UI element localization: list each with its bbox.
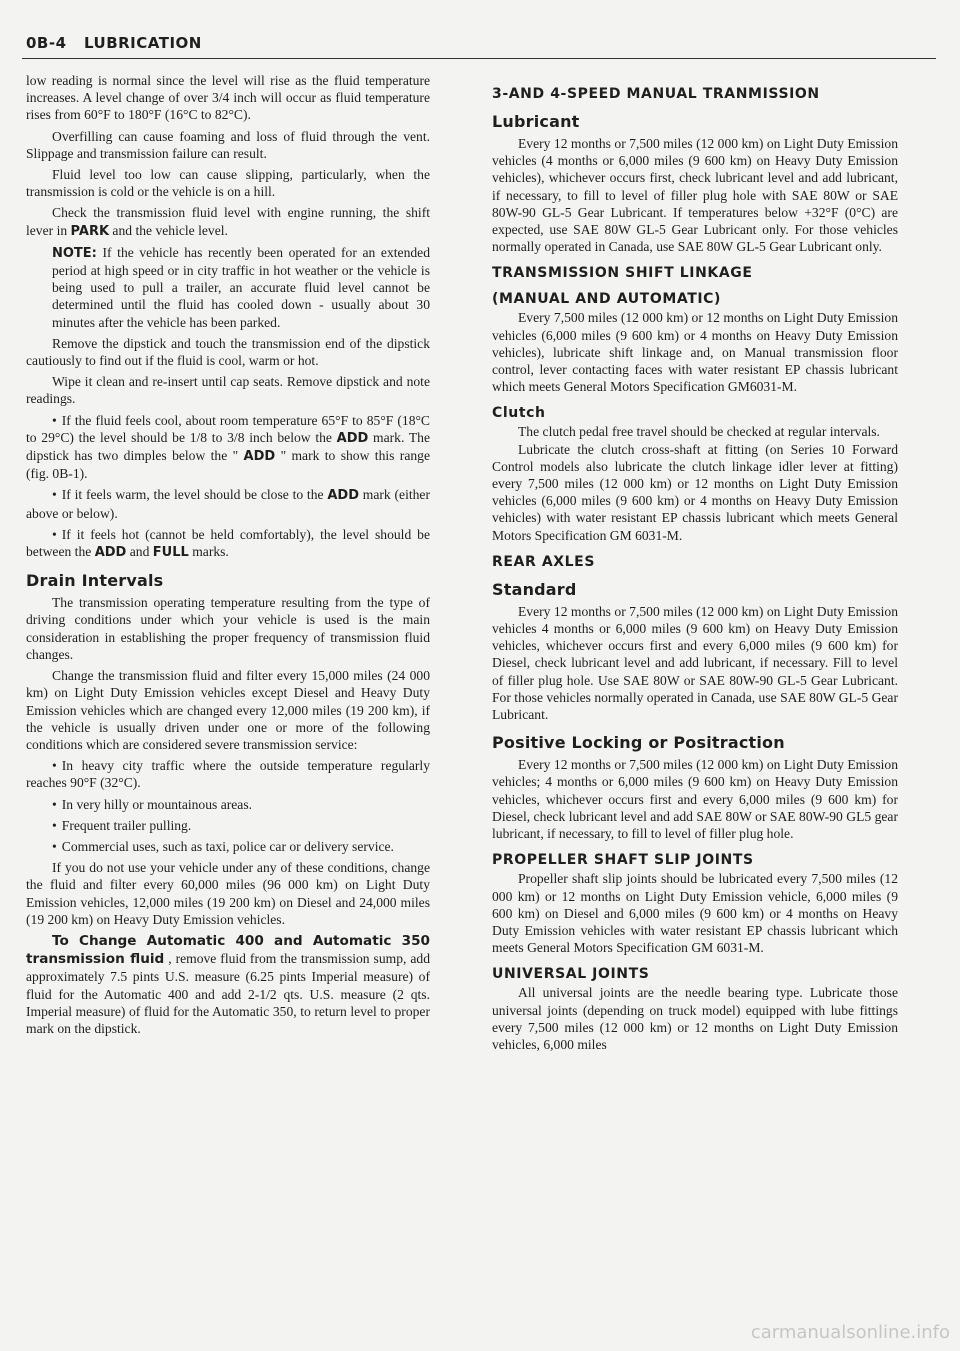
left-column — [26, 72, 430, 1037]
note-text: If the vehicle has recently been operated for an extended period at high speed or in city traffic in hot weather or the vehicle is being used to pull a trailer, an accurate fluid level cannot be determined until the fluid has cooled down - usually about 30 minutes after the vehicle has been parked. — [52, 244, 430, 330]
page-header — [22, 30, 936, 59]
heading-rear-axles: REAR AXLES — [492, 553, 596, 570]
text: If it feels warm, the level should be close to the — [61, 487, 328, 503]
keyword-add: ADD — [94, 545, 127, 561]
paragraph: Lubricate the clutch cross-shaft at fitting (on Series 10 Forward Control models also lubricate the clutch linkage idler lever at fitting) every 7,500 miles (12 000 km) or 12 months on Light Duty Emission vehicles (6,000 miles (9 600 km) or 4 months on Heavy Duty Emission vehicles) with water resistant EP chassis lubricant which meets General Motors Specification GM 6031-M. — [492, 441, 898, 543]
text: mark (either above or below). — [26, 487, 430, 521]
paragraph: Fluid level too low can cause slipping, particularly, when the transmission is cold or the vehicle is on a hill. — [26, 167, 430, 200]
paragraph — [26, 932, 430, 1037]
note-label: NOTE: — [52, 245, 97, 261]
text: mark. The dipstick has two dimples below the " — [26, 429, 430, 464]
lead-in: To Change Automatic 400 and Automatic 350 transmission fluid — [26, 932, 430, 968]
text: marks. — [188, 544, 229, 560]
paragraph: Propeller shaft slip joints should be lubricated every 7,500 miles (12 000 km) or 12 months on Light Duty Emission vehicle, 6,000 miles (9 600 km) on Diesel and 6,000 miles (9 600 km) or 4 months on Heavy Duty Emission vehicles with water resistant EP chassis lubricant which meets General Motors Specification GM 6031-M. — [492, 871, 898, 956]
paragraph: The transmission operating temperature resulting from the type of driving conditions under which your vehicle is used is the main consideration in establishing the proper frequency of transmission fluid changes. — [26, 595, 430, 662]
heading-drain-intervals: Drain Intervals — [26, 571, 164, 591]
paragraph: Every 7,500 miles (12 000 km) or 12 months on Light Duty Emission vehicles (6,000 miles (9 600 km) or 4 months on Heavy Duty Emission vehicles), lubricate shift linkage and, on Manual transmission floor control, lever contacting faces with water resistant EP chassis lubricant which meets General Motors Specification GM6031-M. — [492, 310, 898, 395]
heading-manual-transmission: 3-AND 4-SPEED MANUAL TRANMISSION — [492, 86, 820, 102]
heading-positraction: Positive Locking or Positraction — [492, 733, 785, 753]
paragraph: All universal joints are the needle bearing type. Lubricate those universal joints (depending on truck model) equipped with lube fittings every 7,500 miles (12 000 km) or 12 months on Light Duty Emission vehicles, 6,000 miles — [492, 985, 898, 1052]
bullet-item: • In very hilly or mountainous areas. — [26, 796, 430, 813]
text: If it feels hot (cannot be held comfortably), the level should be between the — [26, 526, 430, 560]
keyword-full: FULL — [152, 545, 189, 561]
heading-lubricant: Lubricant — [492, 112, 580, 131]
paragraph: Every 12 months or 7,500 miles (12 000 km) on Light Duty Emission vehicles (4 months or 6,000 miles (9 600 km) on Heavy Duty Emission vehicles), whichever occurs first, check lubricant level and add lubricant, if necessary, to fill to level of filler plug hole with SAE 80W or SAE 80W-90 GL-5 Gear Lubricant. If temperatures below +32°F (0°C) are expected, use SAE 80W GL-5 Gear Lubricant only. For those vehicles normally operated in Canada, use SAE 80W GL-5 Gear Lubricant only. — [492, 136, 898, 255]
keyword-park: PARK — [70, 223, 110, 239]
heading-manual-automatic: (MANUAL AND AUTOMATIC) — [492, 291, 722, 308]
paragraph: low reading is normal since the level will rise as the fluid temperature increases. A level change of over 3/4 inch will occur as fluid temperature rises from 60°F to 180°F (16°C to 82°C). — [26, 73, 430, 123]
bullet-item — [26, 526, 430, 561]
keyword-add: ADD — [243, 449, 276, 465]
section-code: 0B-4 — [26, 34, 67, 52]
watermark-url: carmanualsonline.info — [750, 1322, 950, 1343]
text: " mark to show this range (fig. 0B-1). — [26, 448, 430, 482]
text: If the fluid feels cool, about room temperature 65°F to 85°F (18°C to 29°C) the level should be 1/8 to 3/8 inch below the — [26, 412, 430, 445]
note-paragraph — [26, 244, 430, 331]
keyword-add: ADD — [336, 430, 369, 446]
bullet-item: • Commercial uses, such as taxi, police car or delivery service. — [26, 838, 430, 855]
text: and — [126, 544, 153, 560]
paragraph: The clutch pedal free travel should be checked at regular intervals. — [518, 424, 880, 440]
paragraph: Remove the dipstick and touch the transmission end of the dipstick cautiously to find out if the fluid is cool, warm or hot. — [26, 335, 430, 369]
paragraph: If you do not use your vehicle under any of these conditions, change the fluid and filter every 60,000 miles (96 000 km) on Light Duty Emission vehicles, 12,000 miles (19 200 km) on Diesel and 24,000 miles (19 200 km) on Heavy Duty Emission vehicles. — [26, 860, 430, 927]
paragraph: Every 12 months or 7,500 miles (12 000 km) on Light Duty Emission vehicles 4 months or 6,000 miles (9 600 km) on Heavy Duty Emission vehicles, whichever occurs first and every 6,000 miles (9 600 km) for Diesel, check lubricant level and add lubricant, if necessary. Fill to level of filler plug hole. Use SAE 80W or SAE 80W-90 GL-5 Gear Lubricant. For those vehicles normally operated in Canada, use SAE 80W GL-5 Gear Lubricant. — [492, 603, 898, 723]
right-column — [492, 86, 898, 1053]
text: Check the transmission fluid level with engine running, the shift lever in — [26, 205, 430, 238]
heading-standard: Standard — [492, 579, 577, 599]
keyword-add: ADD — [327, 488, 359, 504]
paragraph: Every 12 months or 7,500 miles (12 000 km) on Light Duty Emission vehicles; 4 months or 6,000 miles (9 600 km) on Heavy Duty Emission vehicles, whichever occurs first and every 6,000 miles (9 600 km) for Diesel, check lubricant level and add SAE 80W or SAE 80W-90 GL5 gear lubricant, if necessary, to fill to level of filler plug hole. — [492, 757, 898, 842]
bullet-item: • Frequent trailer pulling. — [26, 817, 430, 834]
paragraph: Wipe it clean and re-insert until cap seats. Remove dipstick and note readings. — [26, 374, 430, 407]
heading-propeller-shaft: PROPELLER SHAFT SLIP JOINTS — [492, 852, 754, 869]
bullet-item: • In heavy city traffic where the outside temperature regularly reaches 90°F (32°C). — [26, 757, 430, 791]
section-title: LUBRICATION — [84, 34, 202, 52]
text: and the vehicle level. — [109, 222, 228, 238]
paragraph — [26, 204, 430, 239]
heading-shift-linkage: TRANSMISSION SHIFT LINKAGE — [492, 265, 753, 282]
paragraph: Overfilling can cause foaming and loss of fluid through the vent. Slippage and transmission failure can result. — [26, 128, 430, 161]
heading-universal-joints: UNIVERSAL JOINTS — [492, 966, 650, 983]
bullet-item — [26, 412, 430, 483]
text: , remove fluid from the transmission sump, add approximately 7.5 pints U.S. measure (6.25 pints Imperial measure) of fluid for the Automatic 400 and add 2-1/2 qts. U.S. measure (2 qts. Imperial measure) of fluid for the Automatic 350, to return level to proper mark on the dipstick. — [26, 951, 430, 1036]
paragraph: Change the transmission fluid and filter every 15,000 miles (24 000 km) on Light Duty Emission vehicles except Diesel and Heavy Duty Emission vehicles which are changed every 12,000 miles (19 200 km), if the vehicle is usually driven under one or more of the following conditions which are considered severe transmission service: — [26, 668, 430, 752]
heading-clutch: Clutch — [492, 405, 546, 422]
bullet-item — [26, 486, 430, 521]
